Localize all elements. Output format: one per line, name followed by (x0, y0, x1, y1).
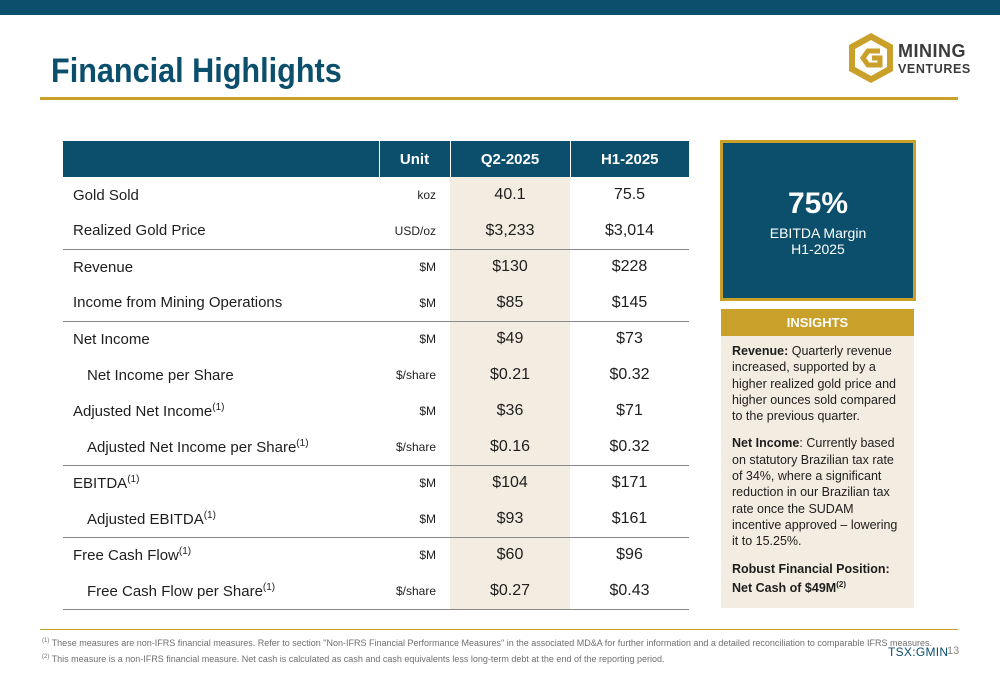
row-q2-value: $3,233 (450, 213, 570, 249)
header-h1: H1-2025 (570, 141, 689, 177)
row-label: Gold Sold (73, 186, 139, 204)
table-row (63, 213, 689, 249)
row-label: Income from Mining Operations (63, 285, 379, 321)
table-header-row (63, 141, 689, 177)
row-h1-value: $73 (616, 330, 643, 348)
row-q2-value: $0.27 (450, 573, 570, 609)
footnote-1: $^{(1)}$ These measures are non-IFRS financial measures. Refer to section "Non-IFRS Financial Performance Measures" in the associated MD&A for further information and a detailed reconciliation to comparable IFRS measures. (42, 638, 932, 648)
footnote-marker: (1) (178, 546, 192, 558)
table-row (63, 177, 689, 213)
table-row (63, 249, 689, 285)
insights-body (721, 336, 914, 596)
row-unit: $M (419, 476, 436, 491)
stock-ticker: TSX:GMIN (888, 645, 949, 659)
row-h1-value: $0.32 (609, 366, 650, 383)
row-unit: $M (419, 548, 436, 563)
row-label: Realized Gold Price (63, 213, 379, 249)
insight-net-income: Net Income: Currently based on statutory Brazilian tax rate of 34%, where a significant reduction in our Brazilian tax rate once the SUDAM incentive approved – lowering it to 15.25%. (732, 436, 898, 549)
table-row (63, 285, 689, 321)
top-banner (0, 0, 1000, 15)
row-h1-value: $161 (570, 501, 689, 537)
row-label: Net Income per Share (87, 366, 234, 384)
ebitda-margin-kpi (720, 140, 916, 301)
row-h1-value: $228 (611, 258, 648, 276)
footnote-marker: (1) (127, 474, 140, 486)
row-unit: $M (379, 285, 450, 321)
row-label: Net Income (73, 330, 150, 348)
row-h1-value: $145 (570, 285, 689, 321)
row-unit: $M (419, 404, 436, 418)
page-number: 13 (947, 645, 960, 657)
row-unit: USD/oz (379, 213, 450, 249)
row-q2-value: $130 (450, 249, 570, 285)
row-label: EBITDA$^{(1)}$ (73, 474, 140, 493)
page-title: Financial Highlights (51, 52, 342, 90)
row-q2-value: $104 (450, 465, 570, 501)
financial-table (63, 141, 689, 610)
table-row (63, 501, 689, 537)
kpi-value: 75% (787, 187, 849, 220)
logo-word-ventures: VENTURES (898, 62, 971, 76)
row-h1-value: $3,014 (570, 213, 689, 249)
row-label: Revenue (73, 258, 134, 276)
row-unit: $/share (379, 429, 450, 465)
row-label: Free Cash Flow per Share$^{(1)}$ (63, 573, 379, 609)
header-unit: Unit (379, 141, 450, 177)
row-unit: $/share (395, 368, 436, 382)
table-row (63, 573, 689, 609)
row-h1-value: $171 (611, 474, 648, 492)
row-h1-value: $0.32 (570, 429, 689, 465)
row-label: Adjusted EBITDA$^{(1)}$ (63, 501, 379, 537)
table-row (63, 393, 689, 429)
kpi-caption: EBITDA Margin (769, 225, 867, 241)
row-q2-value: 40.1 (450, 177, 570, 213)
row-label: Free Cash Flow$^{(1)}$ (73, 546, 192, 565)
row-q2-value: $49 (450, 321, 570, 357)
row-q2-value: $85 (450, 285, 570, 321)
row-unit: $M (419, 332, 436, 347)
row-label: Adjusted Net Income per Share$^{(1)}$ (63, 429, 379, 465)
table-row (63, 537, 689, 573)
table-row (63, 321, 689, 357)
footnote-marker: (1) (203, 509, 216, 521)
row-q2-value: $60 (450, 537, 570, 573)
kpi-period: H1-2025 (791, 241, 845, 257)
row-unit: $/share (379, 573, 450, 609)
row-unit: $M (379, 501, 450, 537)
row-q2-value: $0.16 (450, 429, 570, 465)
row-label: Adjusted Net Income$^{(1)}$ (73, 402, 225, 420)
insight-revenue: Revenue: Quarterly revenue increased, supported by a higher realized gold price and higher ounces sold compared to the previous quarter. (732, 344, 896, 424)
table-row (63, 429, 689, 465)
company-logo (846, 31, 971, 85)
footnotes (42, 634, 932, 666)
row-unit: $M (419, 260, 436, 275)
row-h1-value: $96 (616, 546, 643, 564)
footnote-marker: (1) (212, 402, 225, 413)
title-divider (40, 97, 958, 100)
table-row (63, 357, 689, 393)
row-h1-value: 75.5 (613, 186, 646, 203)
row-h1-value: $0.43 (570, 573, 689, 609)
table-row (63, 465, 689, 501)
footnote-marker: (1) (262, 581, 276, 593)
row-unit: koz (417, 188, 436, 202)
header-label (63, 141, 379, 177)
row-h1-value: $71 (616, 402, 643, 419)
logo-hexagon-icon (846, 31, 896, 85)
row-q2-value: $93 (450, 501, 570, 537)
insights-heading: INSIGHTS (721, 309, 914, 336)
footnote-marker: (1) (296, 437, 309, 449)
insight-financial-position: Robust Financial Position: Net Cash of $\$49M^{(2)}$ (732, 561, 890, 596)
row-q2-value: $0.21 (450, 357, 570, 393)
insights-panel (721, 309, 914, 608)
row-q2-value: $36 (450, 393, 570, 429)
footnote-2: $^{(2)}$ This measure is a non-IFRS financial measure. Net cash is calculated as cash and cash equivalents less long-term debt at the end of the reporting period. (42, 654, 665, 664)
header-q2: Q2-2025 (450, 141, 570, 177)
footer-divider (40, 629, 958, 630)
logo-word-mining: MINING (898, 41, 966, 61)
